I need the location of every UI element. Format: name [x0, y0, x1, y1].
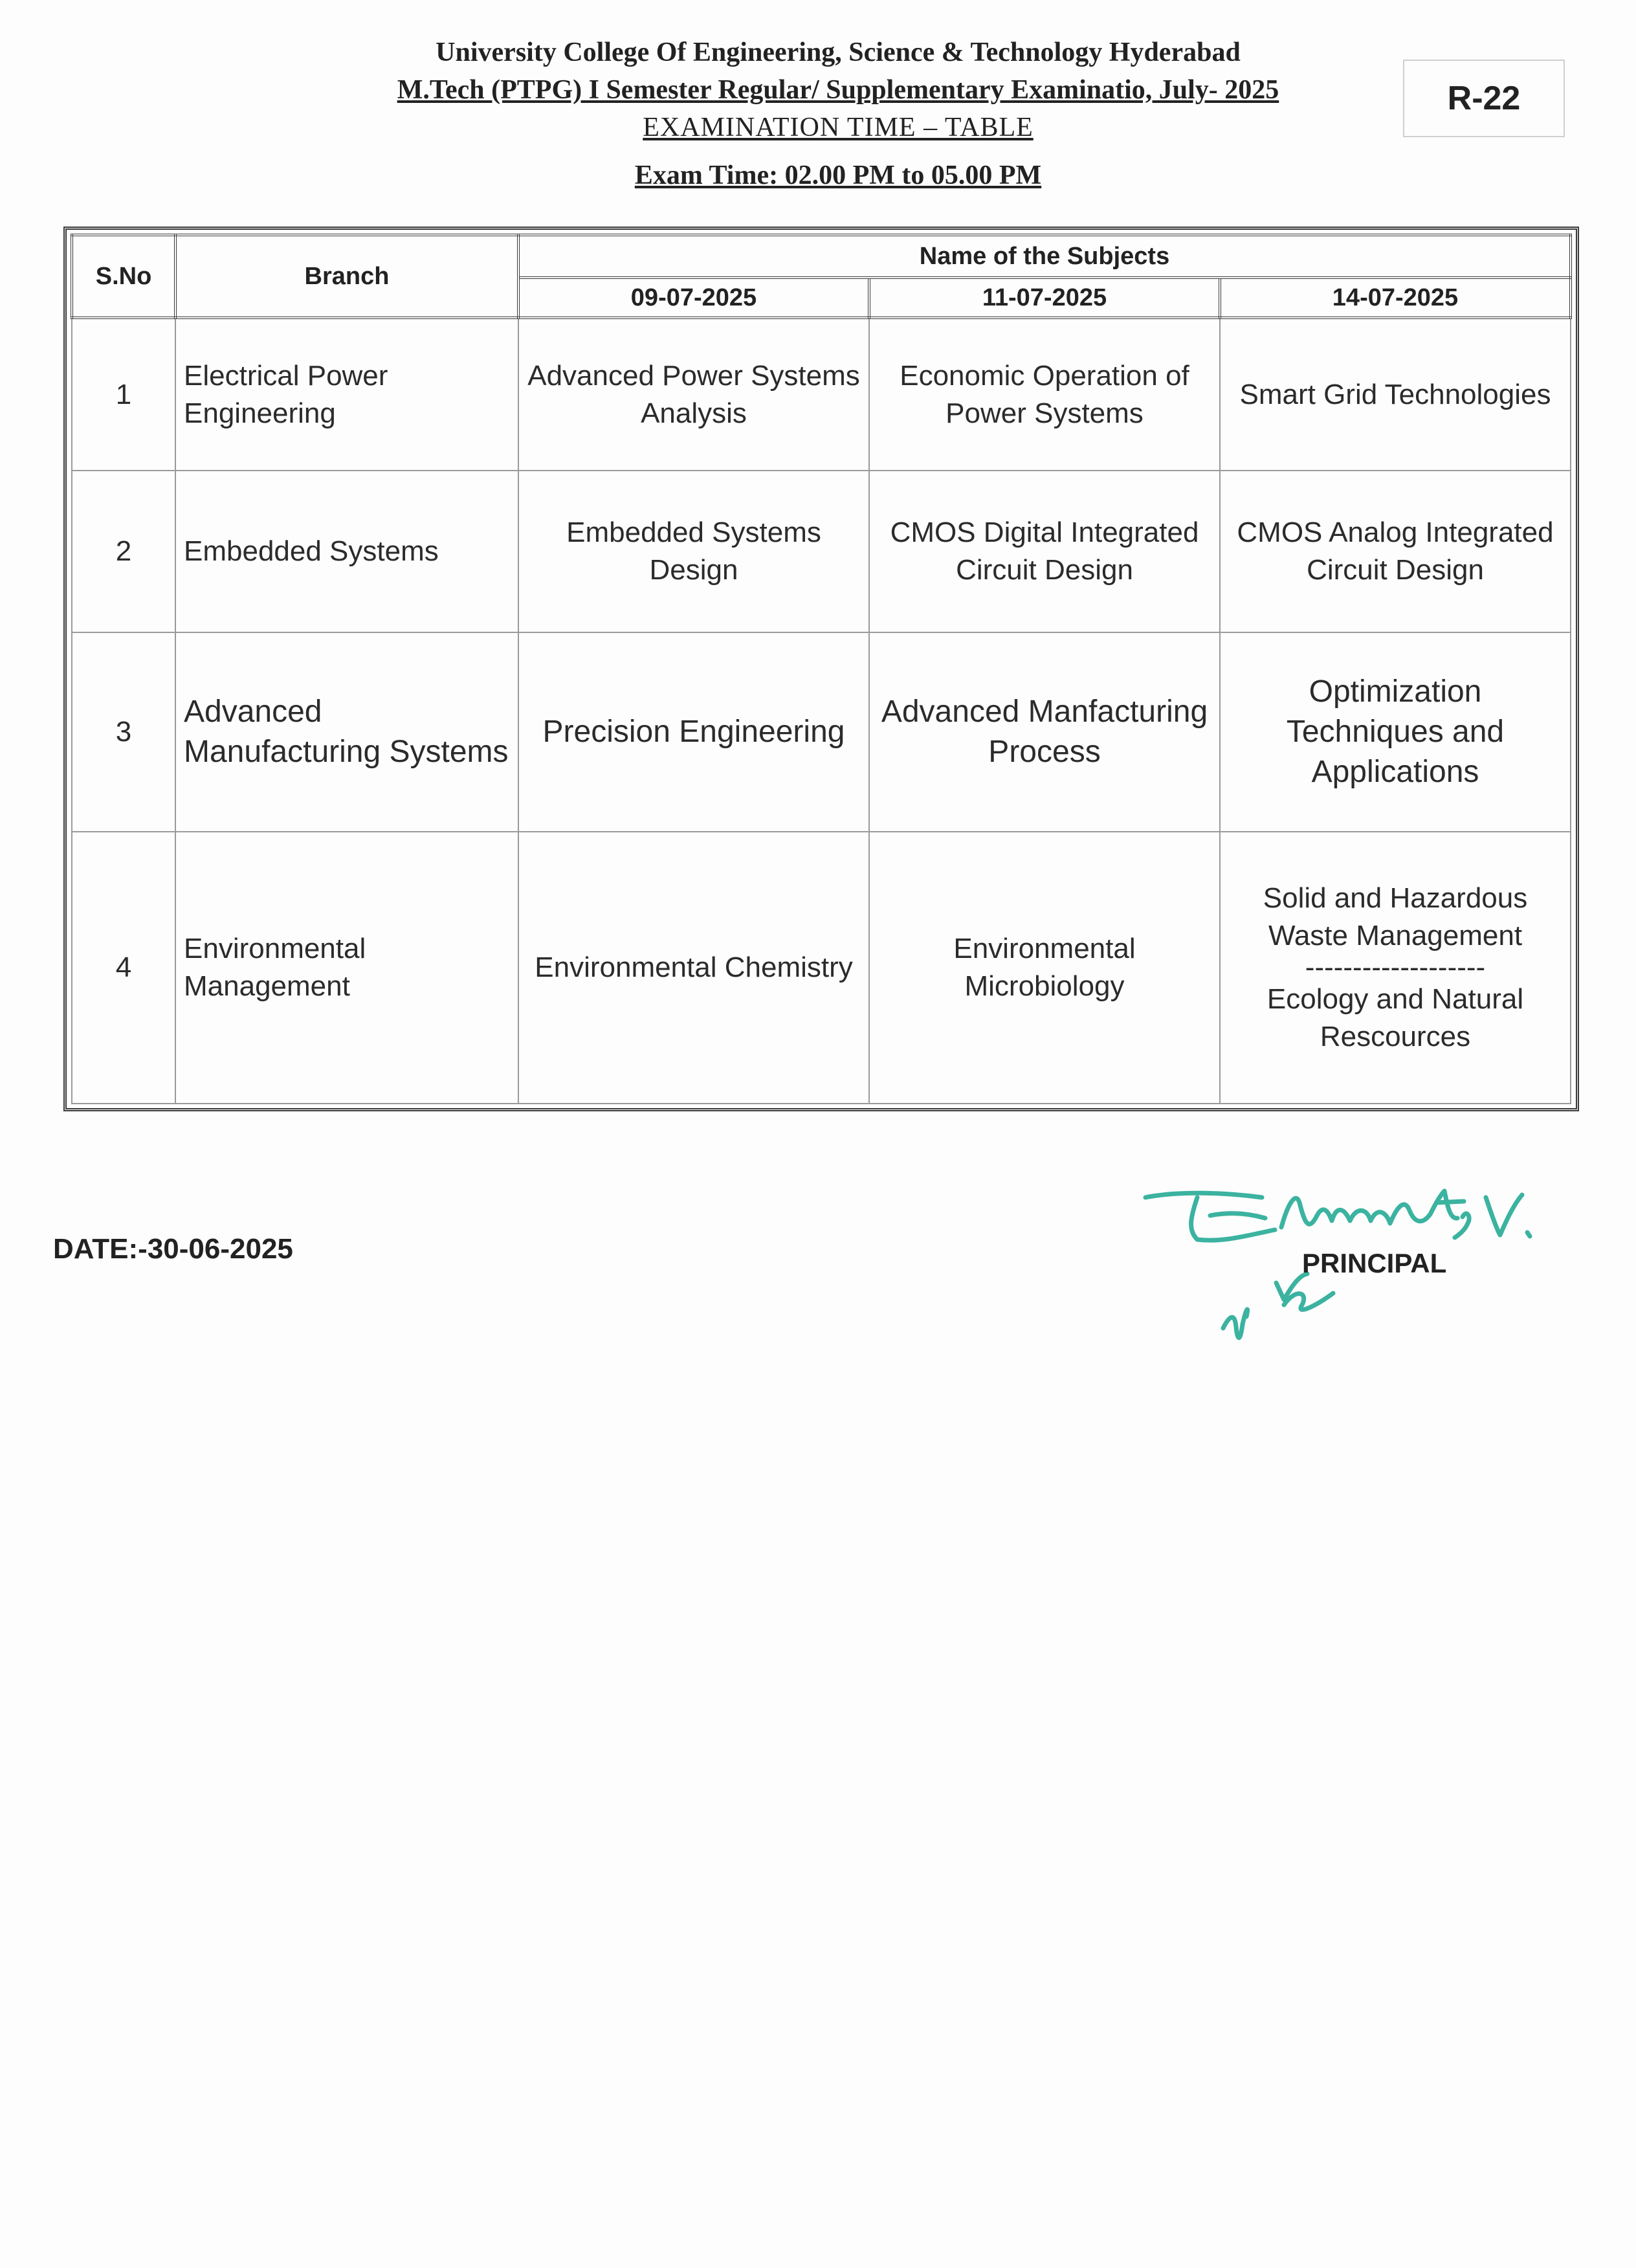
header-date-3: 14-07-2025 [1220, 278, 1571, 318]
row-sno: 4 [72, 832, 175, 1104]
row-sno: 1 [72, 318, 175, 471]
subject-cell: CMOS Analog Integrated Circuit Design [1220, 471, 1571, 632]
subject-cell: Precision Engineering [518, 632, 869, 832]
principal-label: PRINCIPAL [1302, 1248, 1447, 1278]
subject-option: Ecology and Natural Rescources [1266, 983, 1524, 1052]
regulation-badge: R-22 [1403, 60, 1565, 137]
subject-cell: Environmental Microbiology [869, 832, 1220, 1104]
row-branch: Environmental Management [175, 832, 518, 1104]
issue-date: DATE:-30-06-2025 [53, 1233, 293, 1265]
exam-time: Exam Time: 02.00 PM to 05.00 PM [634, 161, 1042, 190]
header-sno: S.No [72, 235, 175, 318]
subject-cell: Smart Grid Technologies [1220, 318, 1571, 471]
table-row [72, 832, 1571, 1104]
header-subjects: Name of the Subjects [518, 235, 1571, 278]
row-branch: Embedded Systems [175, 471, 518, 632]
subject-separator: ------------------- [1305, 951, 1486, 983]
subject-cell: Economic Operation of Power Systems [869, 318, 1220, 471]
table-row [72, 632, 1571, 832]
row-sno: 3 [72, 632, 175, 832]
subject-cell: Embedded Systems Design [518, 471, 869, 632]
row-sno: 2 [72, 471, 175, 632]
institution-name: University College Of Engineering, Science & Technology Hyderabad [436, 38, 1241, 67]
header-date-2: 11-07-2025 [869, 278, 1220, 318]
document-header [272, 34, 1404, 194]
timetable-heading: EXAMINATION TIME – TABLE [643, 113, 1034, 142]
subject-option: Solid and Hazardous Waste Management [1263, 882, 1528, 951]
table-row [72, 471, 1571, 632]
subject-cell [1220, 832, 1571, 1104]
subject-cell: Environmental Chemistry [518, 832, 869, 1104]
subject-cell: Optimization Techniques and Applications [1220, 632, 1571, 832]
exam-title: M.Tech (PTPG) I Semester Regular/ Supplementary Examinatio, July- 2025 [397, 75, 1279, 105]
row-branch: Advanced Manufacturing Systems [175, 632, 518, 832]
subject-cell: Advanced Power Systems Analysis [518, 318, 869, 471]
header-date-1: 09-07-2025 [518, 278, 869, 318]
row-branch: Electrical Power Engineering [175, 318, 518, 471]
subject-cell: CMOS Digital Integrated Circuit Design [869, 471, 1220, 632]
timetable [63, 227, 1579, 1111]
header-branch: Branch [175, 235, 518, 318]
table-row [72, 318, 1571, 471]
subject-cell: Advanced Manfacturing Process [869, 632, 1220, 832]
